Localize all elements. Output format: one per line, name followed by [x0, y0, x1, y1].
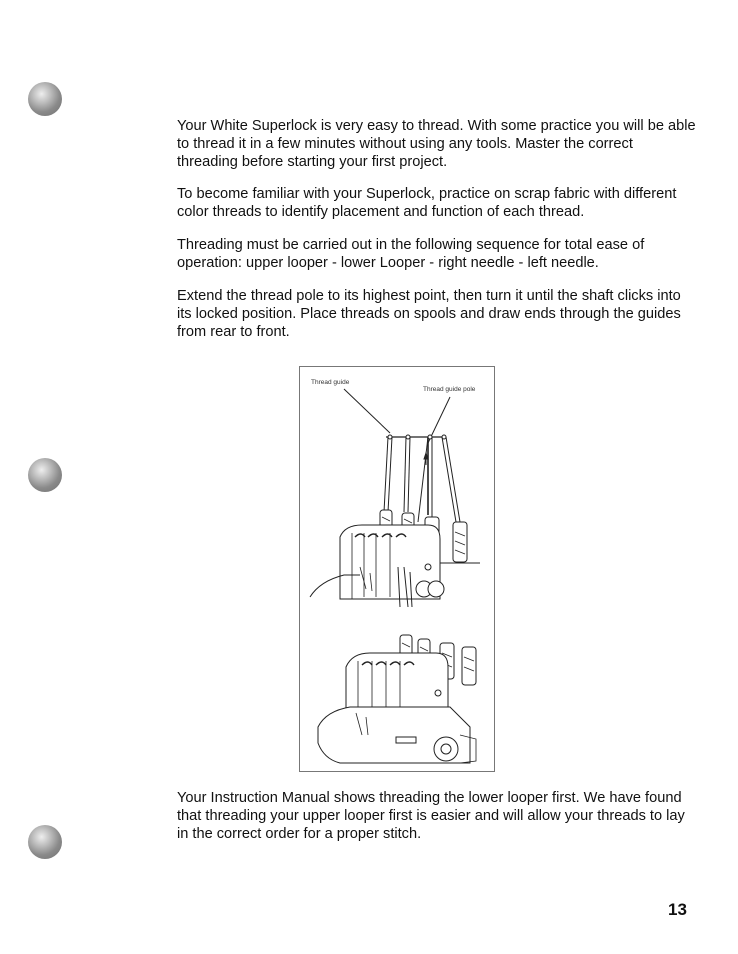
serger-machine-top — [310, 525, 444, 607]
binder-hole-bottom — [28, 825, 62, 859]
sequence-paragraph: Threading must be carried out in the following sequence for total ease of operation: upper looper - lower Looper - right needle - left needle. — [177, 237, 645, 271]
serger-machine-bottom — [318, 635, 476, 763]
binder-hole-top — [28, 82, 62, 116]
thread-guide-pole-label: Thread guide pole — [423, 386, 476, 393]
practice-paragraph: To become familiar with your Superlock, practice on scrap fabric with different color threads to identify placement and function of each thread. — [177, 186, 677, 220]
binder-hole-middle — [28, 458, 62, 492]
instruction-manual-paragraph: Your Instruction Manual shows threading the lower looper first. We have found that threading your upper looper first is easier and will allow your threads to lay in the correct order for a proper stitch. — [177, 790, 685, 842]
threading-illustration — [299, 366, 495, 772]
page-number: 13 — [668, 900, 687, 919]
thread-guide-label: Thread guide — [311, 379, 350, 386]
thread-pole-paragraph: Extend the thread pole to its highest point, then turn it until the shaft clicks into its locked position. Place threads on spools and draw ends through the guides from rear to front. — [177, 288, 681, 340]
intro-paragraph: Your White Superlock is very easy to thread. With some practice you will be able to thread it in a few minutes without using any tools. Master the correct threading before starting your first project. — [177, 118, 696, 170]
